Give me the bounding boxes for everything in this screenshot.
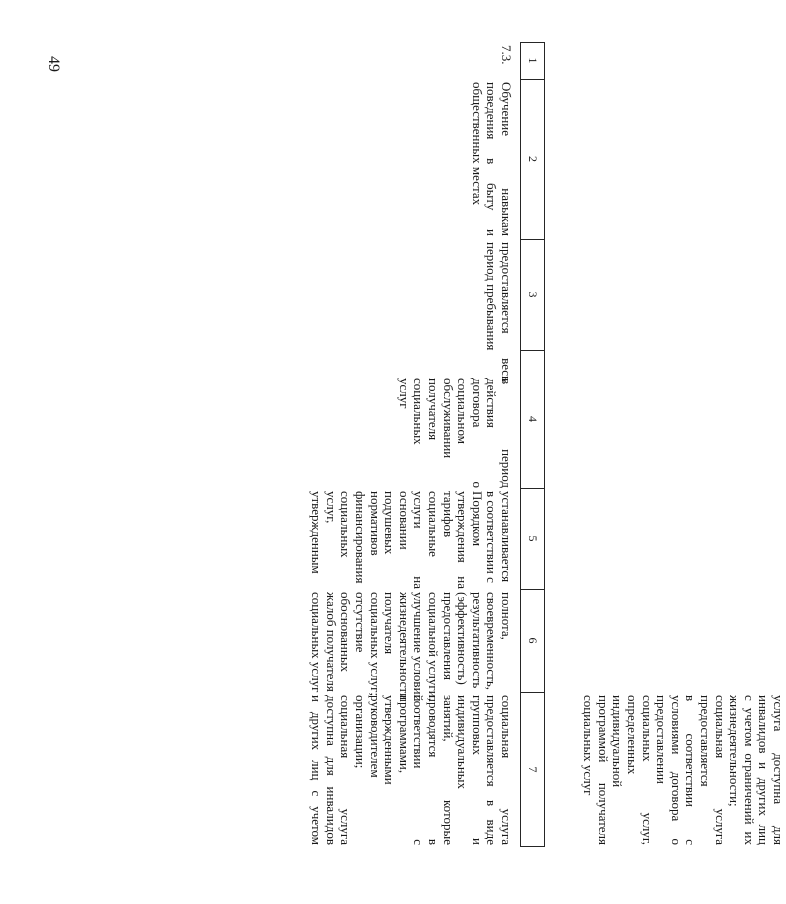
text-line: отсутствие (353, 592, 369, 653)
text-line: полнота, (499, 592, 514, 640)
text-line: предоставляется в виде (484, 695, 500, 845)
row-number: 7.3. (499, 45, 514, 65)
text-line: в соответствии с (484, 491, 500, 583)
text-line: обслуживании (440, 378, 456, 459)
text-line: нормативов (367, 491, 383, 556)
text-line: социальные (426, 491, 442, 557)
text-line: услуга доступна для (771, 695, 786, 845)
column-number-4: 4 (526, 416, 540, 422)
text-line: договора о (469, 378, 485, 488)
text-line: услуг, (323, 491, 339, 524)
text-line: условиями договора о (668, 695, 684, 845)
text-line: период пребывания (484, 242, 500, 351)
text-line: утвержденным (309, 491, 325, 574)
text-line: и других лиц с учетом (309, 695, 325, 845)
text-line: жизнедеятельности; (727, 695, 743, 807)
text-line: социальных (411, 378, 427, 445)
text-line: инвалидов и других лиц (756, 695, 772, 845)
text-line: социальных услуг (309, 592, 325, 693)
text-line: программой получателя (595, 695, 611, 845)
column-number-3: 3 (526, 291, 540, 298)
text-line: социальная услуга (712, 695, 728, 845)
text-line: социальная услуга (499, 695, 514, 845)
text-line: проводятся в (426, 695, 442, 845)
text-line: финансирования (353, 491, 369, 584)
text-line: доступна для инвалидов (323, 695, 339, 845)
text-line: социальной услуги, (426, 592, 442, 701)
text-line: результативность (469, 592, 485, 689)
page-number: 49 (45, 56, 62, 72)
text-line: предоставляется весь (499, 242, 514, 382)
text-line: социальном (455, 378, 471, 444)
text-line: соответствии с (411, 695, 427, 845)
text-line: социальных (338, 491, 354, 558)
column-number-1: 1 (526, 57, 540, 64)
text-line: подушевых (382, 491, 398, 555)
text-line: услуги на (411, 491, 427, 589)
column-number-2: 2 (526, 156, 540, 162)
text-line: индивидуальной (610, 695, 626, 788)
text-line: Порядком (469, 491, 485, 547)
text-line: получателя (382, 592, 398, 655)
previous-row-block (105, 42, 786, 847)
text-line: своевременность, (484, 592, 500, 691)
text-line: предоставления (440, 592, 456, 680)
text-line: социальных услуг; (367, 592, 383, 697)
text-line: общественных местах (469, 82, 485, 206)
text-line: устанавливается (499, 491, 514, 583)
previous-row-conditions (581, 695, 785, 845)
column-number-7: 7 (526, 766, 540, 773)
text-line: действия (484, 378, 500, 428)
text-line: программами, (396, 695, 412, 774)
text-line: социальных услуг, (639, 695, 655, 845)
text-line: жалоб получателя (323, 592, 339, 692)
text-line: основании (396, 491, 412, 550)
text-line: утверждения на (455, 491, 471, 589)
text-line: получателя (426, 378, 442, 441)
text-line: поведения в быту и (484, 82, 500, 236)
text-line: утвержденными (382, 695, 398, 785)
text-line: Обучение навыкам (499, 82, 514, 236)
column-number-6: 6 (526, 637, 540, 644)
text-line: индивидуальных (455, 695, 471, 790)
text-line: предоставляется (698, 695, 714, 787)
text-line: обоснованных (338, 592, 354, 673)
text-line: групповых и (469, 695, 485, 845)
text-line: услуг (396, 378, 412, 409)
text-line: в период (499, 378, 514, 488)
text-line: тарифов (440, 491, 456, 538)
text-line: с учетом ограничений их (741, 695, 757, 845)
text-line: организации; (353, 695, 369, 769)
text-line: социальная услуга (338, 695, 354, 845)
text-line: в соответствии с (683, 695, 699, 845)
text-line: жизнедеятельности (396, 592, 412, 701)
text-line: (эффективность) (455, 592, 471, 685)
column-number-5: 5 (526, 535, 540, 542)
text-line: улучшение условий (411, 592, 427, 702)
text-line: предоставлении (654, 695, 670, 784)
text-line: социальных услуг (581, 695, 597, 796)
text-line: руководителем (367, 695, 383, 778)
text-line: занятий, которые (440, 695, 456, 845)
text-line: определенных (625, 695, 641, 775)
